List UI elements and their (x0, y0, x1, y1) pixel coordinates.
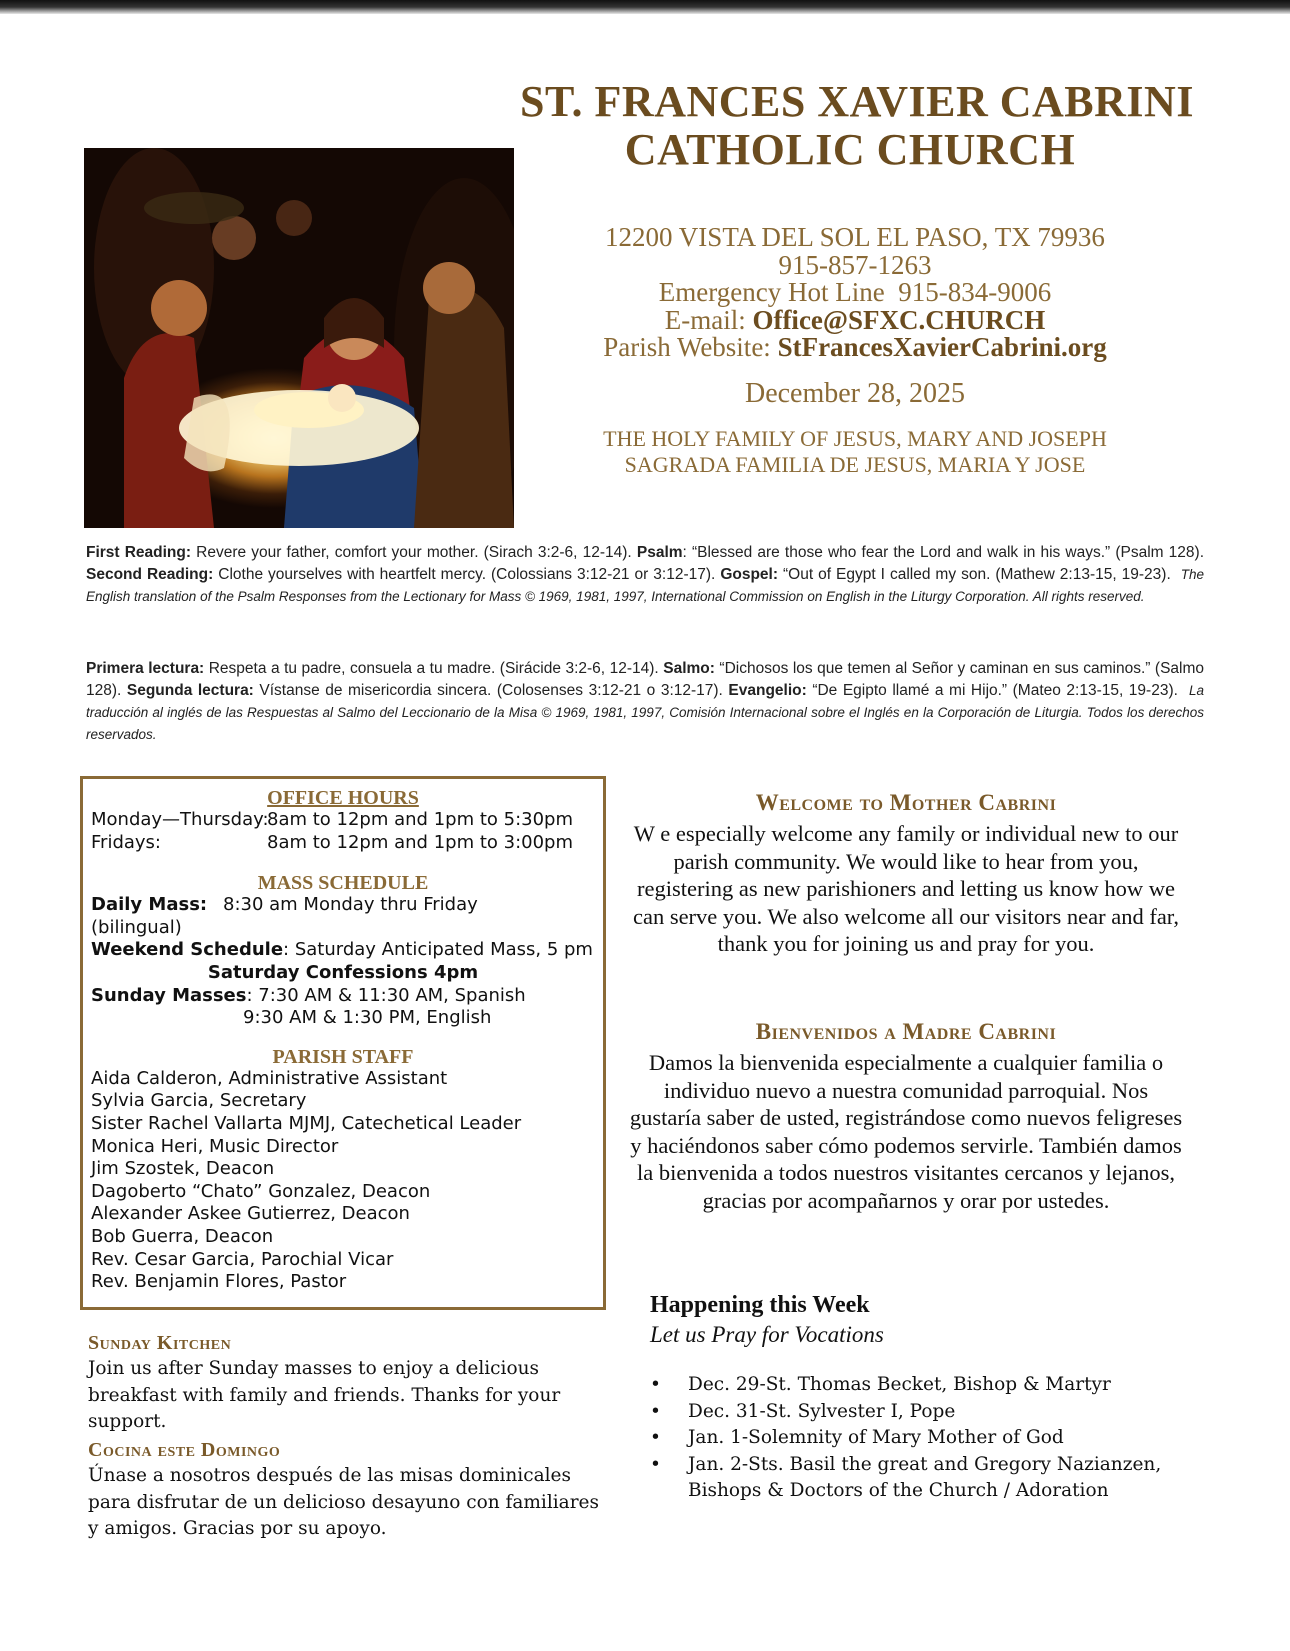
bulletin-date: December 28, 2025 (744, 378, 966, 409)
salmo-text: “Dichosos los que temen al Señor y caminan en sus caminos.” (Salmo 128). (86, 660, 1205, 699)
title-line-2: CATHOLIC CHURCH (624, 125, 1076, 174)
email-link[interactable]: Office@SFXC.CHURCH (752, 304, 1046, 335)
readings-spanish (86, 658, 1204, 746)
office-hours-time: 8am to 12pm and 1pm to 3:00pm (267, 831, 574, 853)
office-hours-time: 8am to 12pm and 1pm to 5:30pm (267, 809, 574, 830)
phone: 915-857-1263 (778, 249, 932, 280)
office-hours-day: Fridays: (91, 831, 161, 853)
first-reading-text: Revere your father, comfort your mother. (Sirach 3:2-6, 12-14). (191, 544, 637, 561)
sunday-kitchen-text: Join us after Sunday masses to enjoy a delicious breakfast with family and friends. Thanks for your support. (88, 1358, 561, 1433)
primera-lectura-text: Respeta a tu padre, consuela a tu madre. (Sirácide 3:2-6, 12-14). (204, 660, 664, 677)
website-line (560, 334, 1150, 362)
daily-mass-time: 8:30 am Monday thru Friday (223, 894, 478, 916)
parish-info-box (80, 776, 606, 1310)
bullet-icon: • (650, 1374, 661, 1395)
daily-mass-note: (bilingual) (91, 916, 182, 938)
cocina-domingo-heading: Cocina este Domingo (88, 1439, 281, 1461)
staff-member: Monica Heri, Music Director (91, 1135, 339, 1157)
website-label: Parish Website: (603, 332, 771, 362)
bullet-icon: • (650, 1427, 661, 1449)
cocina-domingo-text: Únase a nosotros después de las misas dominicales para disfrutar de un delicioso desayuno con familiares y amigos. Gracias por su apoyo. (88, 1465, 599, 1540)
list-item-text: Jan. 2-Sts. Basil the great and Gregory Nazianzen, Bishops & Doctors of the Church / Adoration (688, 1453, 1162, 1502)
weekend-schedule-label: Weekend Schedule (91, 939, 284, 961)
happening-subheading: Let us Pray for Vocations (650, 1322, 884, 1347)
psalm-label: Psalm (636, 544, 683, 561)
sunday-kitchen (88, 1330, 608, 1436)
emergency-line (560, 279, 1150, 307)
daily-mass-label: Daily Mass: (91, 894, 208, 916)
segunda-lectura-label: Segunda lectura: (126, 682, 254, 699)
staff-member: Rev. Cesar Garcia, Parochial Vicar (91, 1248, 394, 1270)
happening-heading: Happening this Week (650, 1292, 870, 1318)
second-reading-text: Clothe yourselves with heartfelt mercy. (Colossians 3:12-21 or 3:12-17). (213, 566, 721, 583)
weekend-schedule-text: : Saturday Anticipated Mass, 5 pm (283, 939, 593, 961)
email-line (560, 304, 1150, 335)
office-hours-heading: OFFICE HOURS (267, 787, 419, 809)
happening-this-week (650, 1290, 1210, 1505)
list-item (650, 1399, 1210, 1426)
welcome-english-text: W e especially welcome any family or individual new to our parish community. We would like to hear from you, registering as new parishioners and letting us know how we can serve you. We also welcome all our visitors near and far, thank you for joining us and pray for you. (632, 821, 1180, 957)
nativity-illustration (84, 148, 514, 528)
parish-staff-heading: PARISH STAFF (272, 1045, 414, 1068)
welcome-english (626, 790, 1186, 958)
weekend-schedule-row (83, 939, 603, 962)
primera-lectura-label: Primera lectura: (86, 660, 205, 677)
evangelio-text: “De Egipto llamé a mi Hijo.” (Mateo 2:13-15, 19-23). (806, 682, 1184, 699)
sunday-kitchen-heading: Sunday Kitchen (88, 1332, 232, 1354)
top-shadow-bar (0, 0, 1290, 14)
gospel-label: Gospel: (720, 566, 779, 583)
list-item-text: Dec. 31-St. Sylvester I, Pope (688, 1400, 956, 1422)
second-reading-label: Second Reading: (86, 566, 214, 583)
cocina-domingo (88, 1437, 608, 1543)
sunday-masses-english: 9:30 AM & 1:30 PM, English (243, 1007, 492, 1029)
welcome-spanish (626, 1019, 1186, 1215)
office-hours-row (83, 832, 603, 855)
salmo-label: Salmo: (663, 660, 715, 677)
bullet-icon: • (650, 1453, 661, 1475)
list-item (650, 1372, 1210, 1399)
list-item-text: Jan. 1-Solemnity of Mary Mother of God (688, 1427, 1064, 1449)
welcome-spanish-text: Damos la bienvenida especialmente a cualquier familia o individuo nuevo a nuestra comunidad parroquial. Nos gustaría saber de usted, registrándose como nuevos feligreses y haciéndonos saber cómo podemos servirle. También damos la bienvenida a todos nuestros visitantes cercanos y lejanos, gracias por acompañarnos y orar por ustedes. (629, 1050, 1183, 1213)
sunday-masses-spanish: : 7:30 AM & 11:30 AM, Spanish (246, 984, 526, 1006)
daily-mass-row (83, 894, 603, 917)
confessions-line (83, 962, 603, 985)
sunday-masses-label: Sunday Masses (91, 984, 247, 1006)
sunday-masses-row (83, 985, 603, 1008)
contact-block (560, 224, 1150, 362)
staff-member: Aida Calderon, Administrative Assistant (91, 1067, 448, 1089)
office-hours-row (83, 809, 603, 832)
office-hours-day: Monday—Thursday: (91, 809, 269, 830)
evangelio-label: Evangelio: (728, 682, 807, 699)
list-item-text: Dec. 29-St. Thomas Becket, Bishop & Martyr (688, 1374, 1111, 1395)
emergency-label: Emergency Hot Line (658, 277, 885, 307)
confessions-text: Saturday Confessions 4pm (207, 961, 479, 983)
psalm-text: : “Blessed are those who fear the Lord and walk in his ways.” (Psalm 128). (682, 544, 1205, 561)
segunda-lectura-text: Vístanse de misericordia sincera. (Colosenses 3:12-21 o 3:12-17). (253, 682, 729, 699)
staff-member: Sylvia Garcia, Secretary (91, 1090, 307, 1112)
staff-member: Alexander Askee Gutierrez, Deacon (91, 1203, 410, 1225)
email-label: E-mail: (664, 304, 746, 335)
gospel-text: “Out of Egypt I called my son. (Mathew 2:13-15, 19-23). (778, 566, 1176, 583)
staff-member: Rev. Benjamin Flores, Pastor (91, 1271, 347, 1293)
readings-english (86, 542, 1204, 608)
nativity-painting (84, 148, 514, 528)
list-item (650, 1452, 1210, 1505)
readings-copyright-es: La traducción al inglés de las Respuestas al Salmo del Leccionario de la Misa © 1969, 1981, 1997, Comisión Internacional sobre el Inglés en la Corporación de Liturgia. Todos los derechos reservados. (86, 683, 1205, 742)
feast-english: THE HOLY FAMILY OF JESUS, MARY AND JOSEPH (603, 426, 1107, 451)
address: 12200 VISTA DEL SOL EL PASO, TX 79936 (605, 222, 1105, 252)
feast-spanish: SAGRADA FAMILIA DE JESUS, MARIA Y JOSE (624, 452, 1086, 477)
happening-list (650, 1372, 1210, 1505)
list-item (650, 1425, 1210, 1452)
staff-member: Bob Guerra, Deacon (91, 1225, 274, 1247)
feast-title (560, 426, 1150, 478)
first-reading-label: First Reading: (86, 544, 192, 561)
staff-member: Sister Rachel Vallarta MJMJ, Catechetical Leader (91, 1112, 522, 1134)
website-link[interactable]: StFrancesXavierCabrini.org (777, 332, 1107, 362)
church-title (520, 77, 1194, 174)
staff-member: Jim Szostek, Deacon (91, 1158, 275, 1180)
emergency-phone: 915-834-9006 (898, 277, 1052, 307)
welcome-spanish-heading: Bienvenidos a Madre Cabrini (755, 1019, 1057, 1044)
readings-copyright-en: The English translation of the Psalm Responses from the Lectionary for Mass © 1969, 1981, 1997, International Commission on English in the Liturgy Corporation. All rights reserved. (86, 567, 1205, 604)
welcome-english-heading: Welcome to Mother Cabrini (755, 790, 1057, 815)
staff-member: Dagoberto “Chato” Gonzalez, Deacon (91, 1180, 431, 1202)
bullet-icon: • (650, 1400, 661, 1422)
title-line-1: ST. FRANCES XAVIER CABRINI (520, 77, 1194, 126)
mass-schedule-heading: MASS SCHEDULE (257, 872, 429, 895)
